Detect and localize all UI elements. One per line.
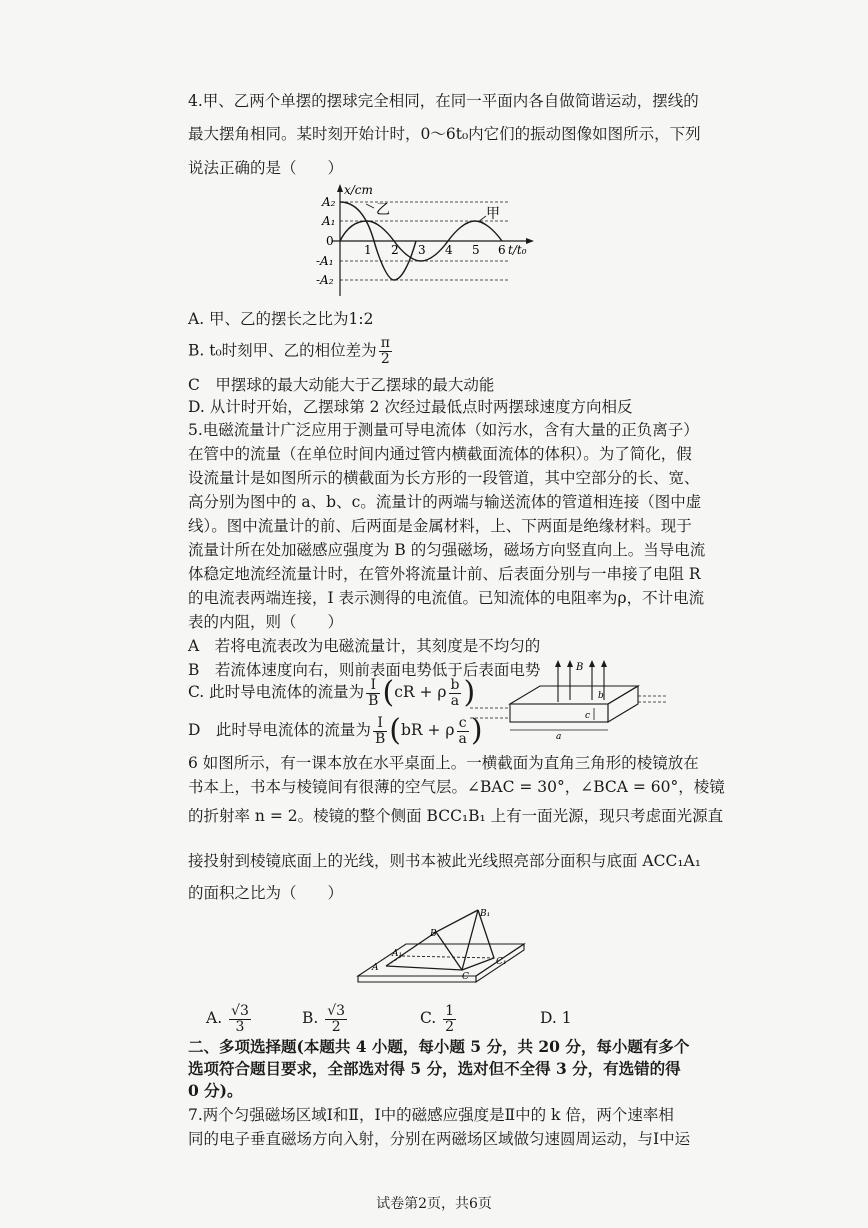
q6-option-b-label: B.: [302, 1009, 319, 1027]
q6-label-c: C: [462, 972, 469, 982]
q6-option-a-fraction: [229, 1004, 251, 1035]
page-footer: 试卷第2页，共6页: [376, 1196, 492, 1212]
q4-option-a: A. 甲、乙的摆长之比为1:2: [188, 310, 374, 328]
q5-option-c-text: C. 此时导电流体的流量为: [188, 683, 365, 701]
q4-series-label-yi: 乙: [376, 202, 390, 218]
q4-y-tick-a2: A₂: [322, 195, 336, 209]
q5-line-2: 在管中的流量（在单位时间内通过管内横截面流体的体积）。为了简化，假: [188, 445, 692, 463]
q6-option-a-label: A.: [206, 1009, 223, 1027]
q5-figure-label-b-field: B: [576, 662, 584, 673]
q5-figure-label-a: a: [556, 732, 562, 740]
q4-y-axis-label: x/cm: [344, 183, 373, 197]
q5-flowmeter-figure: [470, 656, 670, 740]
q5-option-d-inner: bR + ρ: [400, 721, 455, 739]
q4-option-d: D. 从计时开始，乙摆球第 2 次经过最低点时两摆球速度方向相反: [188, 398, 633, 416]
q5-option-a: A 若将电流表改为电磁流量计，其刻度是不均匀的: [188, 637, 541, 655]
q6-option-b: [302, 998, 349, 1038]
q6-option-d-label: D.: [540, 1009, 557, 1027]
q4-series-label-jia: 甲: [486, 206, 500, 222]
q5-option-c-i: I: [366, 678, 380, 694]
q6-label-b: B: [430, 929, 437, 939]
q6-option-b-den: 2: [331, 1018, 341, 1035]
q5-option-d-b: B: [374, 730, 386, 747]
q6-prism-figure: [352, 906, 532, 988]
q6-label-a: A: [372, 963, 379, 973]
q4-x-tick-4: 4: [445, 243, 453, 257]
q5-line-6: 流量计所在处加磁感应强度为 B 的匀强磁场，磁场方向竖直向上。当导电流: [188, 541, 706, 559]
q4-option-b-den: 2: [380, 351, 390, 367]
q4-y-tick-neg-a2: -A₂: [316, 273, 334, 287]
q4-option-b: [188, 336, 394, 367]
q6-option-d: [540, 998, 572, 1038]
q5-option-c: C. 此时导电流体的流量为 $\frac{I}{B}$ (cR + ρ $\frac{b}{a}$ ): [188, 675, 476, 710]
q5-option-c-i-over-b: [366, 678, 380, 709]
q5-line-7: 体稳定地流经流量计时，在管外将流量计前、后表面分别与一串接了电阻 R: [188, 565, 701, 583]
q5-option-c-inner: cR + ρ: [394, 683, 447, 701]
q6-line-1: 6 如图所示，有一课本放在水平桌面上。一横截面为直角三角形的棱镜放在: [188, 754, 699, 772]
q6-option-c-label: C.: [420, 1009, 437, 1027]
section2-line-3: 0 分)。: [188, 1081, 243, 1100]
q5-option-d-text: D 此时导电流体的流量为: [188, 721, 371, 739]
q6-line-4: 接投射到棱镜底面上的光线，则书本被此光线照亮部分面积与底面 ACC₁A₁: [188, 852, 701, 870]
q5-line-8: 的电流表两端连接，I 表示测得的电流值。已知流体的电阻率为ρ，不计电流: [188, 589, 705, 607]
q5-line-4: 高分别为图中的 a、b、c。流量计的两端与输送流体的管道相连接（图中虚: [188, 493, 702, 511]
q6-option-a: [206, 998, 253, 1038]
q5-line-9: 表的内阻，则（ ）: [188, 613, 344, 631]
q6-line-3: 的折射率 n = 2。棱镜的整个侧面 BCC₁B₁ 上有一面光源，现只考虑面光源直: [188, 807, 724, 825]
q4-x-tick-1: 1: [364, 243, 372, 257]
q4-y-tick-0: 0: [326, 234, 334, 248]
q5-option-b: B 若流体速度向右，则前表面电势低于后表面电势: [188, 661, 541, 679]
q4-x-tick-3: 3: [418, 243, 426, 257]
q5-line-1: 5.电磁流量计广泛应用于测量可导电流体（如污水，含有大量的正负离子）: [188, 421, 699, 439]
q4-x-tick-5: 5: [472, 243, 480, 257]
q6-option-b-fraction: [325, 1004, 347, 1035]
q6-option-d-value: 1: [561, 1009, 572, 1027]
q4-x-axis-label: t/t₀: [508, 243, 527, 257]
q4-x-tick-2: 2: [391, 243, 399, 257]
q4-line-1: 4.甲、乙两个单摆的摆球完全相同，在同一平面内各自做简谐运动，摆线的: [188, 92, 699, 110]
q6-option-c: [420, 998, 458, 1038]
q5-line-3: 设流量计是如图所示的横截面为长方形的一段管道，其中空部分的长、宽、: [188, 469, 700, 487]
q7-line-2: 同的电子垂直磁场方向入射，分别在两磁场区域做匀速圆周运动，与Ⅰ中运: [188, 1130, 691, 1148]
q4-x-tick-6: 6: [498, 243, 506, 257]
section2-line-1: 二、多项选择题(本题共 4 小题，每小题 5 分，共 20 分，每小题有多个: [188, 1037, 690, 1056]
q4-line-2: 最大摆角相同。某时刻开始计时，0～6t₀内它们的振动图像如图所示，下列: [188, 125, 701, 143]
q6-option-c-num: 1: [445, 1002, 455, 1019]
q6-label-b1: B₁: [480, 909, 491, 919]
q6-option-a-den: 3: [235, 1018, 245, 1035]
q5-option-c-fraction: [449, 678, 462, 709]
q5-option-d-i: I: [373, 716, 387, 732]
q5-option-d-fraction: [457, 716, 469, 747]
q6-option-c-den: 2: [445, 1018, 455, 1035]
q5-figure-label-b: b: [598, 691, 604, 701]
q5-option-c-den: a: [450, 692, 460, 709]
section2-line-2: 选项符合题目要求，全部选对得 5 分，选对但不全得 3 分，有选错的得: [188, 1059, 681, 1078]
q6-line-5: 的面积之比为（ ）: [188, 884, 344, 902]
q6-option-a-num: √3: [231, 1002, 249, 1019]
q6-line-2: 书本上，书本与棱镜间有很薄的空气层。∠BAC = 30°，∠BCA = 60°，棱镜: [188, 778, 725, 796]
q4-y-tick-neg-a1: -A₁: [316, 254, 334, 268]
q5-option-d: D 此时导电流体的流量为 $\frac{I}{B}$ (bR + ρ $\frac{c}{a}$ ): [188, 713, 483, 748]
q5-figure-label-c: c: [585, 711, 591, 721]
q5-option-d-den: a: [458, 730, 467, 747]
q4-option-b-text: B. t₀时刻甲、乙的相位差为: [188, 341, 377, 360]
q6-option-c-fraction: [443, 1004, 456, 1035]
q5-line-5: 线）。图中流量计的前、后两面是金属材料，上、下两面是绝缘材料。现于: [188, 517, 692, 535]
q4-option-c: C 甲摆球的最大动能大于乙摆球的最大动能: [188, 376, 495, 394]
q5-option-d-num: c: [457, 716, 469, 732]
q5-option-c-num: b: [450, 676, 460, 693]
q6-label-a1: A₁: [392, 949, 403, 959]
q4-line-3: 说法正确的是（ ）: [188, 159, 344, 177]
q4-y-tick-a1: A₁: [322, 214, 336, 228]
q7-line-1: 7.两个匀强磁场区域Ⅰ和Ⅱ，Ⅰ中的磁感应强度是Ⅱ中的 k 倍，两个速率相: [188, 1106, 674, 1124]
q4-option-b-num: π: [380, 335, 390, 351]
q5-option-c-b: B: [368, 692, 379, 709]
q6-option-b-num: √3: [327, 1002, 346, 1019]
q5-option-d-i-over-b: [373, 716, 387, 747]
q4-vibration-graph: [308, 180, 548, 300]
q6-label-c1: C₁: [496, 957, 507, 967]
q4-option-b-fraction: [379, 336, 392, 367]
